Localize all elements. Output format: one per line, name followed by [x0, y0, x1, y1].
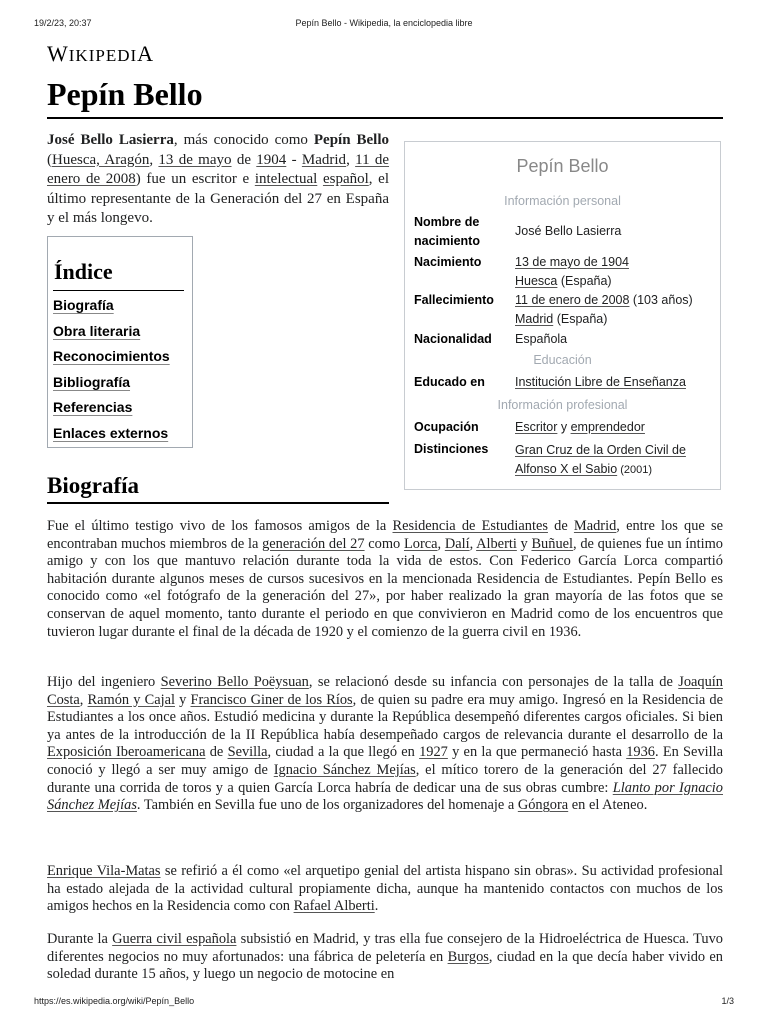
print-title: Pepín Bello - Wikipedia, la enciclopedia libre	[295, 18, 473, 28]
bold-name: José Bello Lasierra	[47, 132, 174, 148]
bold-nickname: Pepín Bello	[313, 132, 389, 148]
toc-item-label: Biografía	[53, 297, 114, 313]
text: y	[175, 691, 191, 708]
infobox-label-educated: Educado en	[414, 375, 485, 389]
print-url: https://es.wikipedia.org/wiki/Pepín_Bello	[34, 996, 195, 1006]
infobox-label-died: Fallecimiento	[414, 293, 494, 307]
toc-item-label: Bibliografía	[53, 373, 131, 390]
infobox-section-professional: Información profesional	[497, 398, 628, 412]
text: , se relacionó desde su infancia con personajes de la talla de	[308, 674, 679, 690]
infobox-title: Pepín Bello	[516, 156, 609, 176]
link-1927[interactable]: 1927	[419, 744, 448, 761]
section-title-biografia: Biografía	[47, 473, 139, 498]
text: ,	[437, 535, 445, 552]
title-divider	[47, 117, 723, 119]
toc-item-enlaces-externos[interactable]	[53, 425, 170, 451]
infobox-value-born	[515, 253, 715, 291]
infobox-section-personal: Información personal	[504, 194, 621, 208]
infobox-label-birth-name: Nombre de nacimiento	[414, 215, 480, 248]
wikipedia-logo[interactable]	[47, 41, 154, 67]
infobox-label-nationality: Nacionalidad	[414, 332, 492, 346]
print-header	[34, 18, 734, 28]
table-of-contents	[47, 236, 193, 448]
text: de	[231, 151, 257, 168]
link-generacion-27[interactable]: generación del 27	[262, 535, 365, 552]
link-dali[interactable]: Dalí	[444, 535, 470, 552]
logo-middle: IKIPEDI	[68, 46, 138, 65]
text: (España)	[557, 274, 612, 288]
text: ,	[149, 151, 159, 168]
link-1936[interactable]: 1936	[626, 744, 655, 761]
toc-title: Índice	[54, 259, 113, 284]
text: , el último representante de la Generación del 27 en España y el más longevo.	[47, 171, 390, 226]
link-gongora[interactable]: Góngora	[517, 797, 569, 814]
toc-item-biografia[interactable]	[53, 297, 170, 323]
link-giner[interactable]: Francisco Giner de los Ríos	[190, 691, 353, 708]
link-born-place[interactable]: Huesca	[515, 274, 558, 288]
toc-item-label: Reconocimientos	[53, 348, 170, 364]
link-escritor[interactable]: Escritor	[515, 420, 558, 434]
link-llanto[interactable]: Llanto por Ignacio Sánchez Mejías	[47, 779, 723, 814]
link-emprendedor[interactable]: emprendedor	[570, 420, 645, 434]
text: de	[547, 518, 574, 534]
link-died-place[interactable]: Madrid	[515, 312, 554, 326]
toc-item-label: Obra literaria	[53, 322, 141, 339]
text: ,	[469, 535, 477, 552]
infobox-label-born: Nacimiento	[414, 255, 482, 269]
link-ile[interactable]: Institución Libre de Enseñanza	[515, 375, 686, 389]
text: en el Ateneo.	[568, 797, 648, 814]
link-sevilla[interactable]: Sevilla	[227, 744, 268, 761]
text: como	[364, 535, 404, 552]
text: Durante la	[47, 931, 113, 947]
toc-list	[53, 297, 170, 450]
infobox-value-awards	[515, 441, 715, 480]
print-footer	[34, 996, 734, 1006]
text: , de quienes fue un íntimo amigo y con los que mantuvo relación durante toda la vida de estos. Con Federico García Lorca compartió habitación durante algunos meses de cursos sucesivos en la mencionada Residencia de Estudiantes. Pepín Bello es conocido como «el fotógrafo de la generación del 27», por haber realizado la gran mayoría de las fotos que se conservan de aquel momento, tanto durante el periodo en que convivieron en Madrid como de los encuentros que tuvieron lugar durante el final de la década de 1920 y el comienzo de la guerra civil en 1936.	[47, 535, 723, 640]
link-exposicion[interactable]: Exposición Iberoamericana	[47, 744, 206, 761]
infobox-value-died	[515, 291, 715, 329]
print-datetime: 19/2/23, 20:37	[34, 18, 92, 28]
section-divider	[47, 502, 389, 504]
lead-paragraph	[47, 131, 389, 229]
link-lorca[interactable]: Lorca	[403, 535, 438, 552]
paragraph-1	[47, 518, 723, 641]
link-alberti[interactable]: Alberti	[476, 535, 517, 552]
link-born-date[interactable]: 13 de mayo de 1904	[515, 255, 629, 269]
link-madrid[interactable]: Madrid	[573, 518, 617, 534]
link-1904[interactable]: 1904	[256, 151, 287, 168]
logo-initial: W	[47, 41, 69, 66]
infobox-value-occupation	[515, 418, 715, 437]
text: ,	[79, 691, 88, 708]
link-date-death[interactable]: 11 de enero de 2008	[47, 151, 390, 187]
infobox	[404, 141, 721, 490]
paragraph-3	[47, 863, 723, 916]
print-page-number: 1/3	[721, 996, 734, 1006]
link-bunuel[interactable]: Buñuel	[531, 535, 574, 552]
text: ,	[346, 151, 356, 168]
toc-divider	[53, 290, 184, 291]
link-date-birth[interactable]: 13 de mayo	[158, 151, 232, 168]
infobox-section-education: Educación	[533, 353, 592, 367]
text: . También en Sevilla fue uno de los organizadores del homenaje a	[136, 797, 518, 814]
text: y	[516, 535, 532, 552]
paragraph-4	[47, 931, 723, 984]
text: (103 años)	[629, 293, 693, 307]
link-cajal[interactable]: Ramón y Cajal	[87, 691, 175, 708]
text: de	[205, 744, 228, 761]
link-intelectual[interactable]: intelectual	[254, 171, 318, 187]
toc-item-reconocimientos[interactable]	[53, 348, 170, 374]
toc-item-referencias[interactable]	[53, 399, 170, 425]
link-huesca[interactable]: Huesca, Aragón	[52, 151, 150, 168]
text: (	[47, 151, 52, 168]
text: , ciudad a la que llegó en	[267, 744, 420, 761]
text: Hijo del ingeniero	[47, 674, 161, 690]
link-rafael-alberti[interactable]: Rafael Alberti	[293, 898, 375, 915]
toc-item-bibliografia[interactable]	[53, 374, 170, 400]
text: y en la que permaneció hasta	[447, 744, 627, 761]
toc-item-obra-literaria[interactable]	[53, 323, 170, 349]
text: se refirió a él como «el arquetipo genial del artista hispano sin obras». Su actividad profesional ha estado alejada de la actividad cultural propiamente dicha, aunque ha mantenido contactos con muchos de los amigos hechos en la Residencia como con	[47, 863, 724, 915]
text: , de quien su padre era muy amigo. Ingresó en la Residencia de Estudiantes a los once años. Estudió medicina y durante la República desempeñó diferentes cargos oficiales. Si bien ya antes de la introducción de la II República había desempeñado cargos de relevancia durante el desarrollo de la	[47, 691, 724, 743]
text: . En Sevilla conoció y llegó a ser muy amigo de	[47, 744, 724, 778]
infobox-value-birth-name: José Bello Lasierra	[515, 224, 622, 238]
logo-final: A	[137, 41, 155, 66]
text: -	[286, 151, 302, 168]
text: .	[374, 898, 379, 915]
paragraph-2	[47, 674, 723, 815]
text: Fue el último testigo vivo de los famosos amigos de la	[47, 518, 393, 534]
infobox-value-educated	[515, 373, 715, 392]
toc-item-label: Enlaces externos	[53, 424, 169, 441]
link-madrid[interactable]: Madrid	[301, 151, 347, 168]
infobox-value-nationality: Española	[515, 332, 568, 346]
link-residencia[interactable]: Residencia de Estudiantes	[392, 518, 548, 534]
text: (España)	[553, 312, 608, 326]
link-died-date[interactable]: 11 de enero de 2008	[515, 293, 630, 307]
text: y	[557, 420, 571, 434]
infobox-label-awards: Distinciones	[414, 442, 489, 456]
text: , ciudad en la que decía haber vivido en soledad durante 15 años, y luego un negocio de motocine en	[47, 948, 724, 983]
text: subsistió en Madrid, y tras ella fue consejero de la Hidroeléctrica de Huesca. Tuvo diferentes negocios no muy afortunados: una fábrica de peletería en	[47, 931, 723, 965]
text: (2001)	[617, 464, 653, 476]
link-costa[interactable]: Joaquín Costa	[47, 674, 724, 708]
text: , entre los que se encontraban muchos miembros de la	[47, 518, 723, 552]
link-severino[interactable]: Severino Bello Poëysuan	[160, 674, 309, 690]
toc-item-label: Referencias	[53, 399, 133, 415]
infobox-label-occupation: Ocupación	[414, 420, 479, 434]
link-award[interactable]: Gran Cruz de la Orden Civil de Alfonso X el Sabio	[515, 443, 686, 476]
link-vila-matas[interactable]: Enrique Vila-Matas	[47, 863, 161, 879]
page-title: Pepín Bello	[47, 76, 203, 112]
link-espanol[interactable]: español	[322, 171, 369, 187]
text: ) fue un escritor e	[135, 171, 255, 187]
link-guerra-civil[interactable]: Guerra civil española	[112, 931, 237, 947]
text: , más conocido como	[173, 132, 314, 148]
text: , el mítico torero de la generación del 27 fallecido durante una corrida de toros y a quien García Lorca habría de dedicar una de sus obras cumbre:	[47, 761, 723, 796]
link-ignacio[interactable]: Ignacio Sánchez Mejías	[273, 761, 416, 778]
link-burgos[interactable]: Burgos	[447, 948, 489, 965]
